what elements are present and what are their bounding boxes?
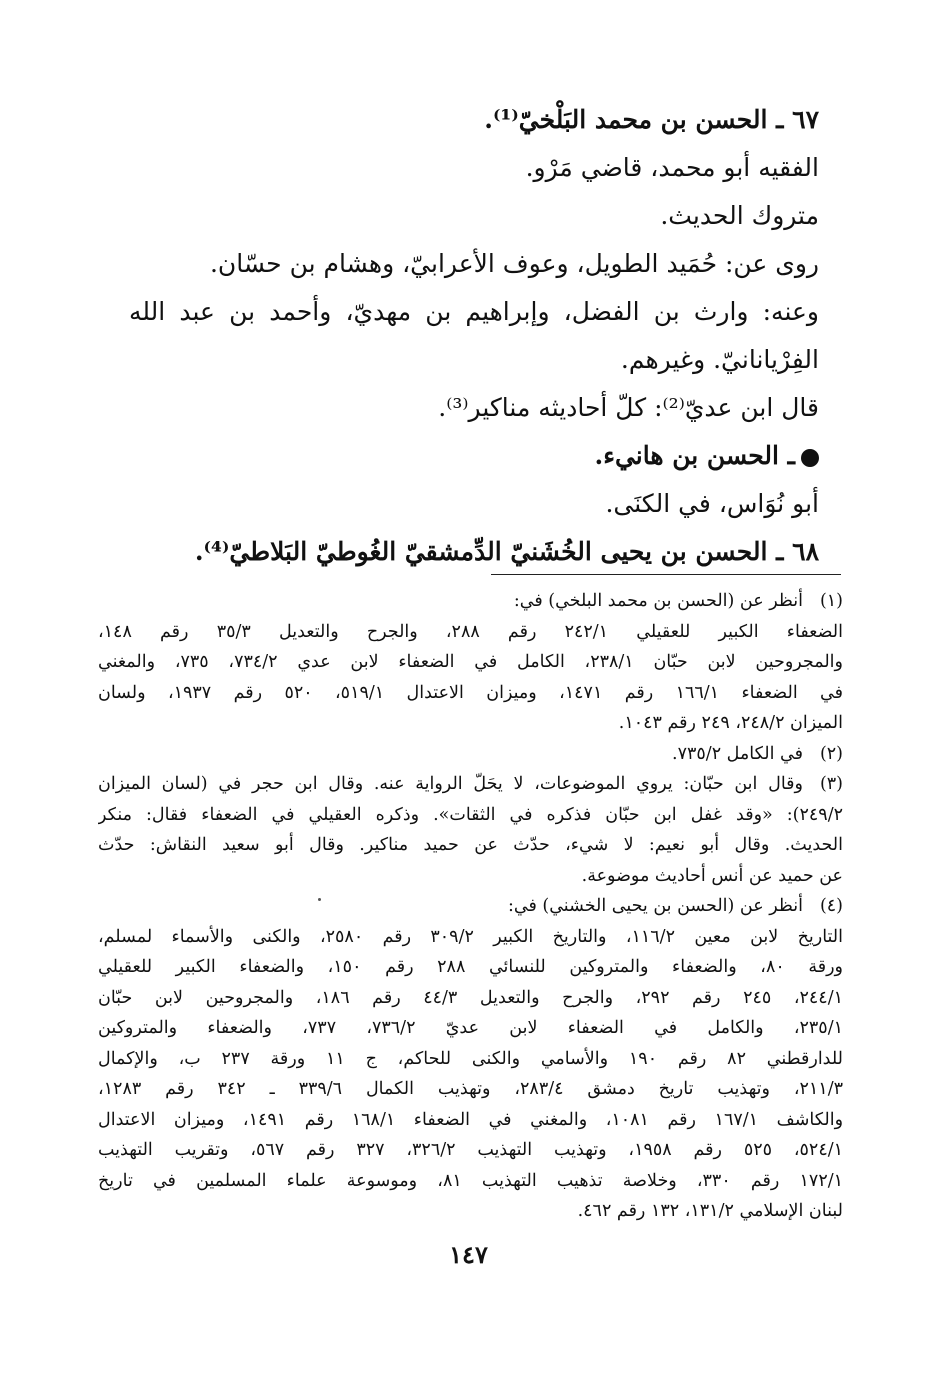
- footnote-line: ٢٣٥/١، والكامل في الضعفاء لابن عديّ ٧٣٦/٢، ٧٣٧، والضعفاء والمتروكين: [98, 1018, 843, 1038]
- footnote-line: الضعفاء الكبير للعقيلي ٢٤٢/١ رقم ٢٨٨، والجرح والتعديل ٣٥/٣ رقم ١٤٨،: [98, 621, 843, 642]
- footnote-line: الميزان ٢٤٨/٢، ٢٤٩ رقم ١٠٤٣.: [618, 713, 843, 733]
- footnote-line: الحديث. وقال أبو نعيم: لا شيء، حدّث عن حميد مناكير. وقال أبو سعيد النقاش: حدّث: [98, 835, 843, 855]
- footnote-separator: [491, 574, 841, 575]
- footnote-line: وقال ابن حبّان: يروي الموضوعات، لا يحَلّ الرواية عنه. وقال ابن حجر في (لسان الميزان: [98, 774, 803, 794]
- footnote-line: ٥٢٤/١، ٥٢٥ رقم ١٩٥٨، وتهذيب التهذيب ٣٢٦/٢، ٣٢٧ رقم ٥٦٧، وتقريب التهذيب: [98, 1140, 843, 1160]
- entry-67-students-cont: الفِرْيانانيّ. وغيرهم.: [620, 345, 819, 374]
- footnote-line: للدارقطني ٨٢ رقم ١٩٠ والأسامي والكنى للحاكم، ج ١١ ورقة ٢٣٧ ب، والإكمال: [98, 1048, 843, 1069]
- footnote-line: والكاشف ١٦٧/١ رقم ١٠٨١، والمغني في الضعفاء ١٦٨/١ رقم ١٤٩١، وميزان الاعتدال: [98, 1109, 843, 1130]
- main-text: [129, 96, 819, 576]
- entry-67-heading: ٦٧ ـ الحسن بن محمد البَلْخيّ⁽¹⁾.: [484, 105, 819, 134]
- bullet-icon: [801, 449, 819, 467]
- footnote-number: (٣): [819, 774, 843, 794]
- footnote-line: أنظر عن (الحسن بن محمد البلخي) في:: [513, 591, 803, 611]
- footnote-line: في الضعفاء ١٦٦/١ رقم ١٤٧١، وميزان الاعتدال ٥١٩/١، ٥٢٠ رقم ١٩٣٧، ولسان: [98, 682, 843, 703]
- footnote-line: لبنان الإسلامي ١٣١/٢، ١٣٢ رقم ٤٦٢.: [577, 1201, 843, 1221]
- ink-speck: [318, 898, 321, 901]
- footnote-number: (٢): [819, 743, 843, 764]
- footnote-2: [98, 739, 843, 770]
- footnote-4: [98, 891, 843, 1227]
- footnote-number: (٤): [819, 896, 843, 916]
- entry-67-kunya: الفقيه أبو محمد، قاضي مَرْو.: [525, 153, 819, 182]
- entry-hani-title: ـ الحسن بن هانيء.: [594, 441, 795, 470]
- entry-67-students: وعنه: وارث بن الفضل، وإبراهيم بن مهديّ، وأحمد بن عبد الله: [129, 297, 819, 326]
- footnote-line: ٢٤٩/٢): «وقد غفل ابن حبّان فذكره في الثقات». وذكره العقيلي في الضعفاء فقال: منكر: [98, 804, 843, 825]
- footnote-number: (١): [819, 591, 843, 611]
- footnote-line: التاريخ لابن معين ١١٦/٢، والتاريخ الكبير ٣٠٩/٢ رقم ٢٥٨٠، والكنى والأسماء لمسلم،: [98, 926, 843, 947]
- entry-68-heading: ٦٨ ـ الحسن بن يحيى الخُشَنيّ الدِّمشقيّ الغُوطيّ البَلاطيّ⁽⁴⁾.: [194, 537, 819, 566]
- footnote-line: والمجروحين لابن حبّان ٢٣٨/١، الكامل في الضعفاء لابن عدي ٧٣٤/٢، ٧٣٥، والمغني: [98, 652, 843, 672]
- entry-hani-reference: أبو نُوَاس، في الكنَى.: [605, 489, 819, 518]
- footnotes: [98, 586, 843, 1227]
- footnote-line: أنظر عن (الحسن بن يحيى الخشني) في:: [507, 896, 803, 916]
- footnote-line: ٢٤٤/١، ٢٤٥ رقم ٢٩٢، والجرح والتعديل ٤٤/٣ رقم ١٨٦، والمجروحين لابن حبّان: [98, 987, 843, 1008]
- entry-67-ibn-adi-quote: قال ابن عديّ⁽²⁾: كلّ أحاديثه مناكير⁽³⁾.: [438, 393, 819, 422]
- entry-67-grading: متروك الحديث.: [660, 201, 819, 230]
- footnote-line: في الكامل ٧٣٥/٢.: [672, 743, 803, 764]
- footnote-1: [98, 586, 843, 739]
- footnote-3: [98, 769, 843, 891]
- footnote-line: ٢١١/٣، وتهذيب تاريخ دمشق ٢٨٣/٤، وتهذيب الكمال ٣٣٩/٦ ـ ٣٤٢ رقم ١٢٨٣،: [98, 1079, 843, 1099]
- footnote-line: ورقة ٨٠، والضعفاء والمتروكين للنسائي ٢٨٨ رقم ١٥٠، والضعفاء الكبير للعقيلي: [98, 957, 843, 977]
- entry-hani-heading: [129, 432, 819, 480]
- page-number: ١٤٧: [449, 1240, 488, 1269]
- entry-67-narrated-from: روى عن: حُمَيد الطويل، وعوف الأعرابيّ، وهشام بن حسّان.: [209, 249, 819, 278]
- footnote-line: عن حميد عن أنس أحاديث موضوعة.: [581, 865, 843, 886]
- footnote-line: ١٧٢/١ رقم ٣٣٠، وخلاصة تذهيب التهذيب ٨١، وموسوعة علماء المسلمين في تاريخ: [98, 1170, 843, 1191]
